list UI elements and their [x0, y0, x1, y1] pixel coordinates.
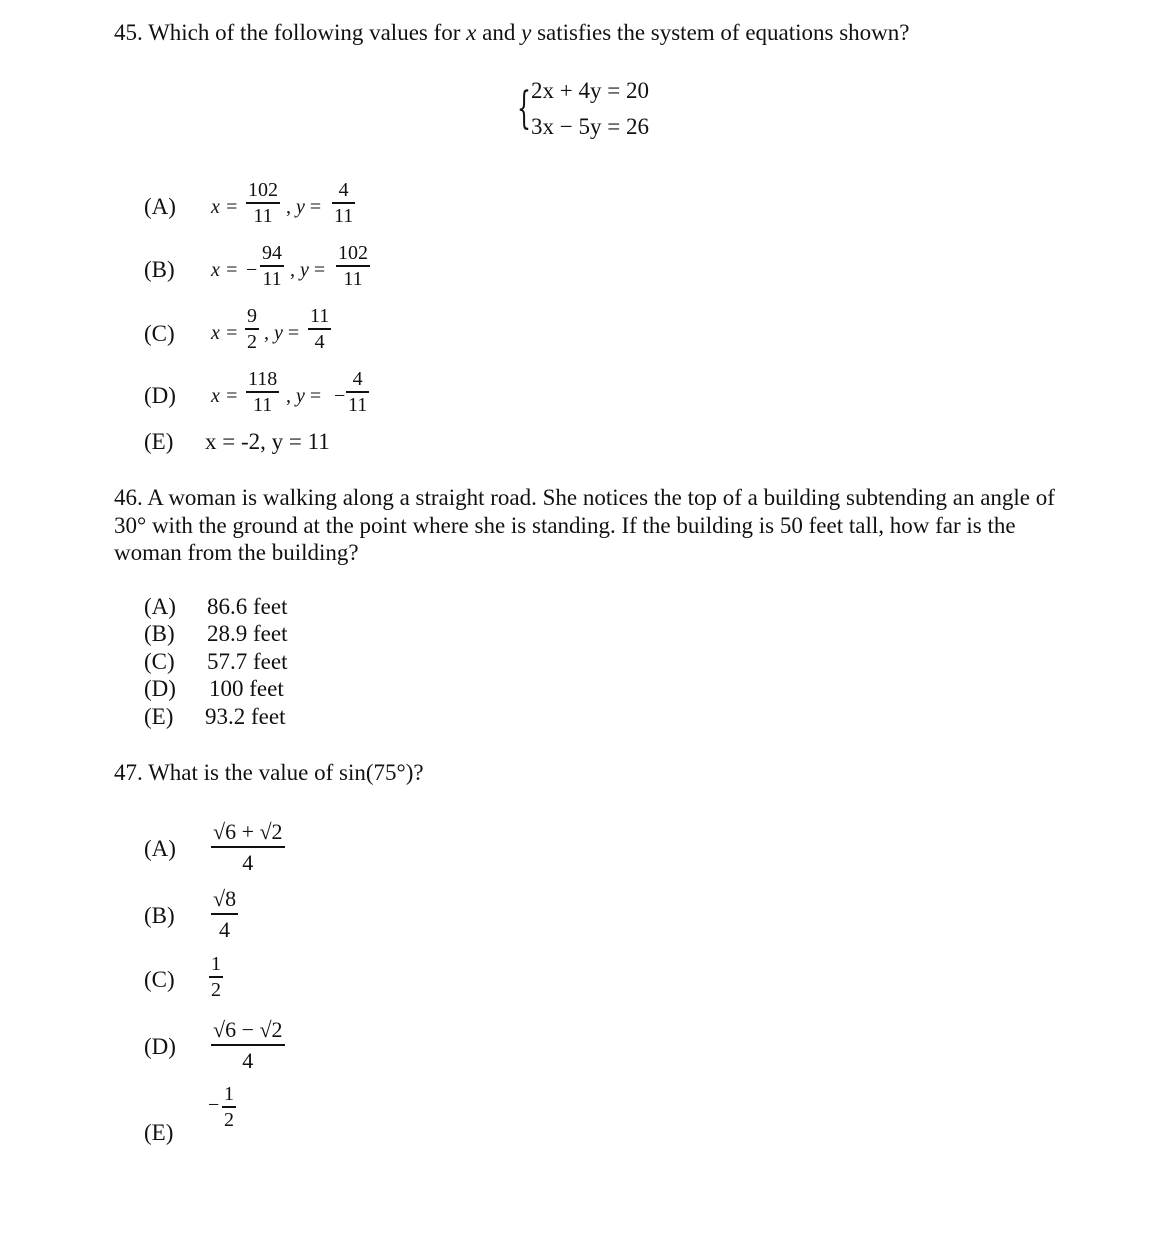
fraction: 94 11 — [262, 242, 282, 290]
fraction: 11 4 — [310, 305, 330, 353]
y-equals: , y = — [286, 196, 322, 218]
q46-choice-d-text: 100 feet — [209, 676, 284, 701]
q47-choice-a-label: (A) — [144, 836, 176, 861]
x-equals: x = — [211, 322, 239, 344]
y-equals: , y = — [264, 322, 300, 344]
q45-choice-d-label: (D) — [144, 383, 176, 408]
y-equals: , y = — [290, 259, 326, 281]
fraction: 102 11 — [338, 242, 368, 290]
q47-choice-b-label: (B) — [144, 903, 175, 928]
fraction: 1 2 — [211, 953, 221, 1001]
q45-question: 45. Which of the following values for x and y satisfies the system of equations shown? — [114, 20, 910, 45]
q46-choice-e-label: (E) — [144, 704, 174, 729]
q47-choice-e-label: (E) — [144, 1120, 174, 1145]
equation-2: 3x − 5y = 26 — [531, 114, 649, 139]
q47-question: 47. What is the value of sin(75°)? — [114, 760, 424, 785]
fraction: √8 4 — [213, 886, 237, 942]
q46-choice-b-text: 28.9 feet — [207, 621, 288, 646]
q47-choice-c-label: (C) — [144, 967, 175, 992]
q46-choice-c-text: 57.7 feet — [207, 649, 288, 674]
q46-choice-a-text: 86.6 feet — [207, 594, 288, 619]
fraction: √6 + √2 4 — [213, 819, 283, 875]
q46-choice-b-label: (B) — [144, 621, 175, 646]
q46-choice-c-label: (C) — [144, 649, 175, 674]
x-equals: x = — [211, 385, 239, 407]
sign: − — [334, 385, 346, 407]
fraction: 9 2 — [247, 305, 257, 353]
fraction: 102 11 — [248, 179, 278, 227]
q46-choice-d-label: (D) — [144, 676, 176, 701]
q45-choice-b-label: (B) — [144, 257, 175, 282]
sign: − — [246, 259, 258, 281]
fraction: 118 11 — [248, 368, 278, 416]
x-equals: x = — [211, 196, 239, 218]
left-brace-icon: { — [517, 83, 531, 134]
q46-question: 46. A woman is walking along a straight road. She notices the top of a building subtending an angle of 30° with the ground at the point where she is standing. If the building is 50 feet tall, how far is the woman from the building? — [114, 485, 1055, 565]
sqrt-expression: √6 + √2 — [213, 819, 283, 844]
fraction: √6 − √2 4 — [213, 1017, 283, 1073]
q47-choice-d-label: (D) — [144, 1034, 176, 1059]
fraction: 1 2 — [224, 1083, 234, 1131]
q45-choice-e-text: x = -2, y = 11 — [205, 429, 330, 454]
q46-choice-a-label: (A) — [144, 594, 176, 619]
q45-choice-c-label: (C) — [144, 321, 175, 346]
sqrt-expression: √6 − √2 — [213, 1017, 283, 1042]
x-equals: x = — [211, 259, 239, 281]
equation-1: 2x + 4y = 20 — [531, 78, 649, 103]
q46-choice-e-text: 93.2 feet — [205, 704, 286, 729]
y-equals: , y = — [286, 385, 322, 407]
sign: − — [208, 1094, 220, 1116]
fraction: 4 11 — [334, 179, 354, 227]
q45-choice-e-label: (E) — [144, 429, 174, 454]
q45-choice-a-label: (A) — [144, 194, 176, 219]
sqrt-expression: √8 — [213, 886, 237, 911]
fraction: 4 11 — [348, 368, 368, 416]
